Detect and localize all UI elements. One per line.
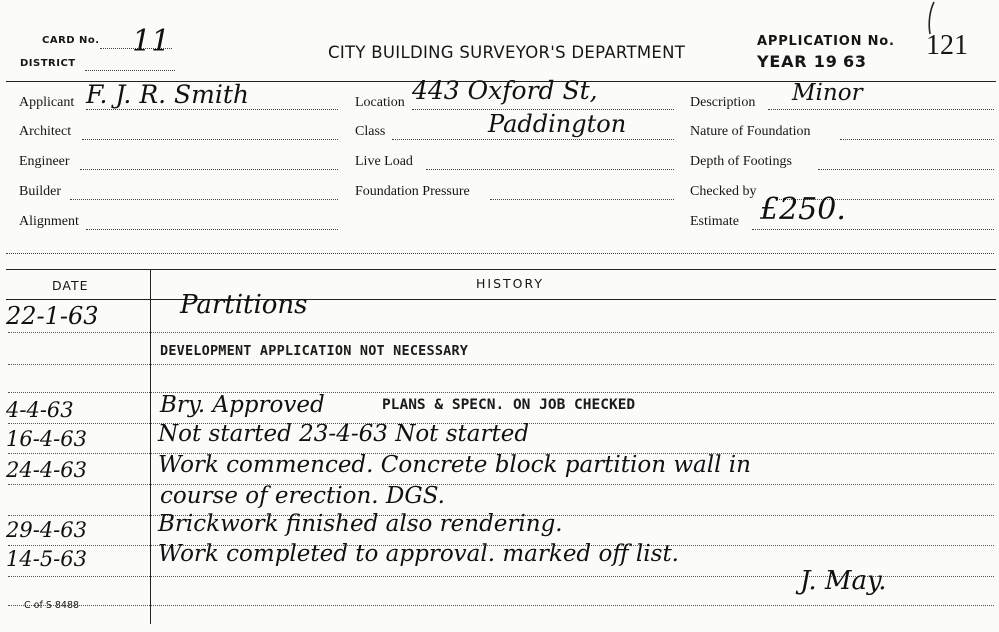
card-no-value: 11 bbox=[132, 24, 171, 59]
row-history-text: Not started 23-4-63 Not started bbox=[158, 421, 530, 447]
date-column-header: DATE bbox=[52, 278, 89, 293]
district-label: DISTRICT bbox=[20, 58, 76, 69]
row-date: 24-4-63 bbox=[6, 458, 87, 482]
row-date: 4-4-63 bbox=[6, 398, 74, 422]
form-code: C of S 8488 bbox=[24, 600, 80, 611]
application-number: 121 bbox=[926, 30, 968, 61]
row-date: 29-4-63 bbox=[6, 518, 87, 542]
depth-of-footings-label: Depth of Footings bbox=[690, 154, 792, 169]
row-history-text: Bry. Approved bbox=[160, 392, 325, 418]
row-date: 14-5-63 bbox=[6, 547, 87, 571]
row-date: 16-4-63 bbox=[6, 427, 87, 451]
nature-of-foundation-label: Nature of Foundation bbox=[690, 124, 811, 139]
engineer-label: Engineer bbox=[19, 154, 70, 169]
card-no-label: CARD No. bbox=[42, 35, 100, 46]
history-column-header: HISTORY bbox=[476, 276, 545, 291]
applicant-label: Applicant bbox=[19, 95, 75, 110]
plans-checked-stamp: PLANS & SPECN. ON JOB CHECKED bbox=[382, 397, 636, 413]
row-history-text: Partitions bbox=[180, 290, 308, 320]
row-history-text: Work completed to approval. marked off list. bbox=[158, 541, 679, 567]
row-history-text: Work commenced. Concrete block partition wall in bbox=[158, 452, 751, 478]
location-value: 443 Oxford St, bbox=[412, 76, 598, 105]
location-value-2: Paddington bbox=[488, 110, 627, 138]
live-load-label: Live Load bbox=[355, 154, 413, 169]
row-history-text: course of erection. DGS. bbox=[160, 483, 445, 509]
description-value: Minor bbox=[792, 80, 863, 106]
estimate-label: Estimate bbox=[690, 214, 739, 229]
estimate-value: £250. bbox=[760, 192, 846, 227]
development-stamp: DEVELOPMENT APPLICATION NOT NECESSARY bbox=[160, 343, 469, 359]
builder-label: Builder bbox=[19, 184, 61, 199]
checked-by-label: Checked by bbox=[690, 184, 757, 199]
row-history-text: Brickwork finished also rendering. bbox=[158, 511, 563, 537]
description-label: Description bbox=[690, 95, 756, 110]
location-label: Location bbox=[355, 95, 405, 110]
architect-label: Architect bbox=[19, 124, 72, 139]
foundation-pressure-label: Foundation Pressure bbox=[355, 184, 470, 199]
alignment-label: Alignment bbox=[19, 214, 79, 229]
year-label: YEAR 19 bbox=[757, 52, 838, 71]
year-value: 63 bbox=[843, 52, 867, 71]
class-label: Class bbox=[355, 124, 386, 139]
applicant-value: F. J. R. Smith bbox=[86, 80, 250, 109]
page-title: CITY BUILDING SURVEYOR'S DEPARTMENT bbox=[328, 43, 686, 62]
signature: J. May. bbox=[800, 566, 887, 596]
application-no-label: APPLICATION No. bbox=[757, 34, 895, 49]
row-date: 22-1-63 bbox=[6, 302, 99, 330]
